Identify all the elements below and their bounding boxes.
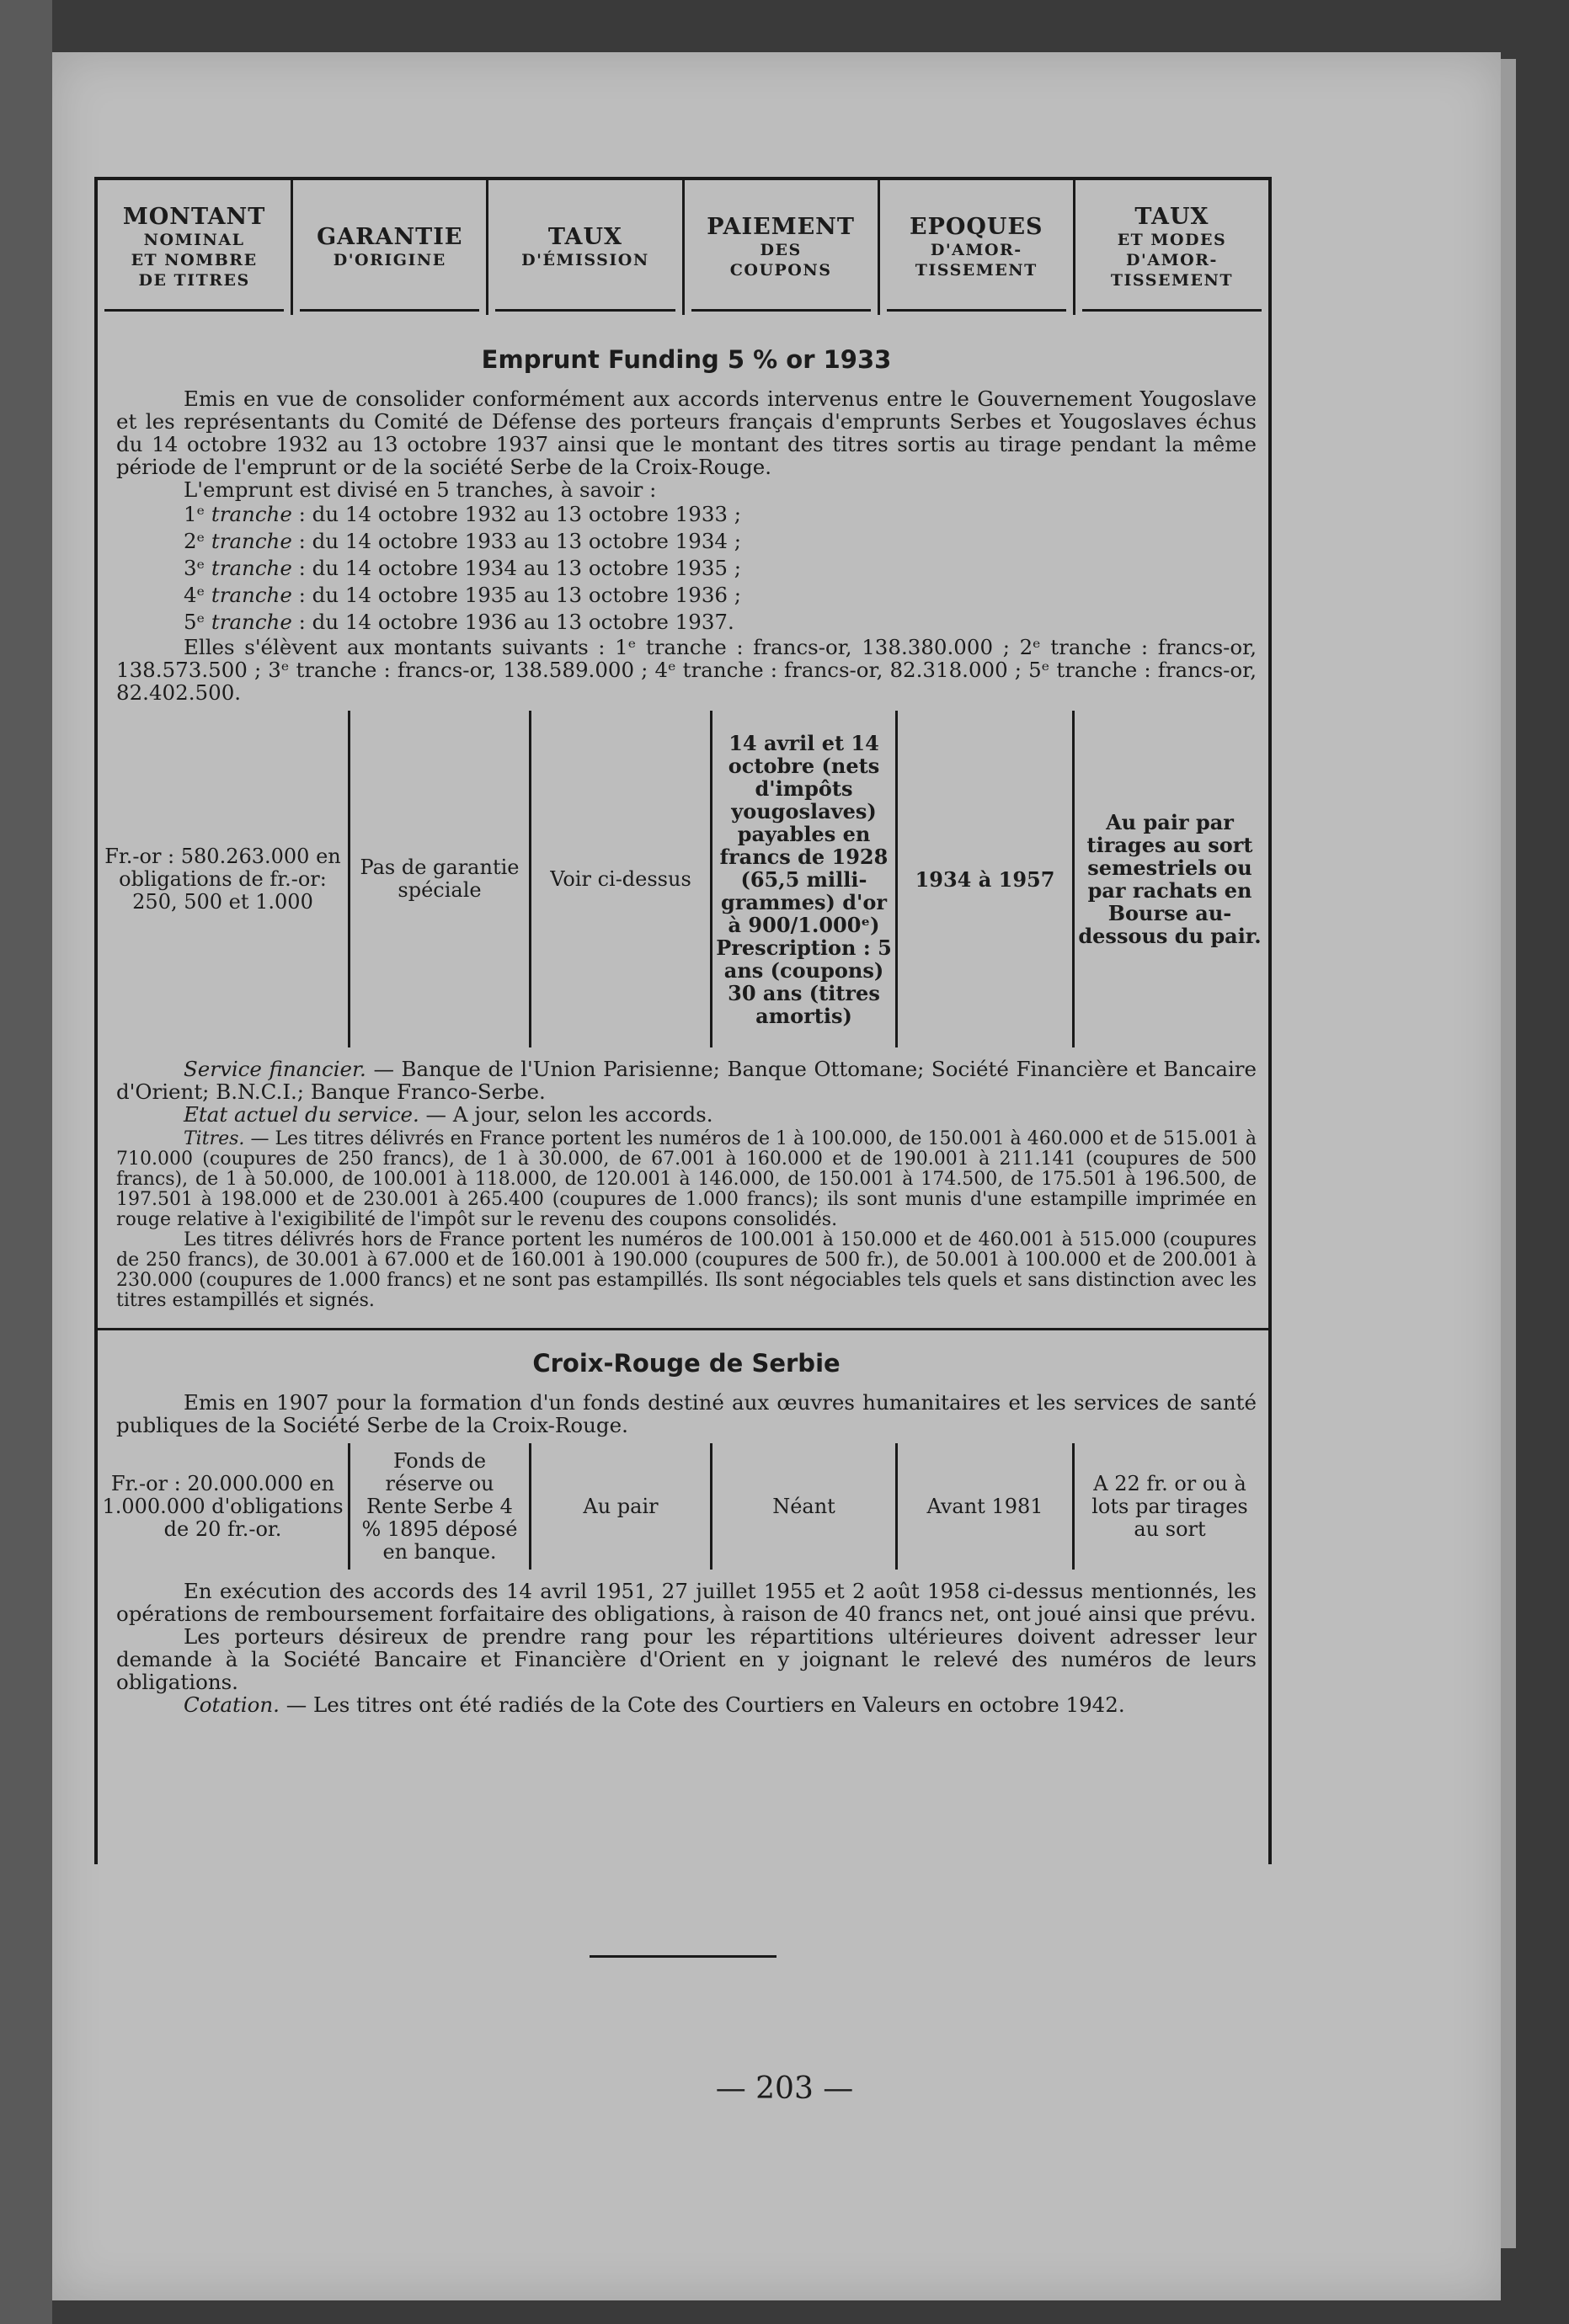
section-divider xyxy=(98,1328,1268,1330)
cell-modes: Au pair par tirages au sort semestriels ou par rachats en Bourse au-dessous du pair. xyxy=(1078,810,1262,948)
intro-paragraph: Emis en vue de consolider conformément aux accords intervenus entre le Gouvernement Yougoslave et les représentants du Comité de Défense des porteurs français d'emprunts Serbes et Yougoslaves échus du 14 octobre 1932 au 13 octobre 1937 ainsi que le montant des titres sortis au tirage pendant la même période de l'emprunt or de la société Serbe de la Croix-Rouge. xyxy=(116,386,1257,479)
cell-taux: Voir ci-dessus xyxy=(531,711,712,1047)
header-modes: TAUX ET MODES D'AMOR- TISSEMENT xyxy=(1075,180,1268,315)
cell-garantie: Fonds de réserve ou Rente Serbe 4 % 1895 déposé en banque. xyxy=(350,1443,531,1570)
cell-garantie: Pas de garantie spéciale xyxy=(350,711,531,1047)
tranche-line: 2ᵉ tranche : du 14 octobre 1933 au 13 octobre 1934 ; xyxy=(184,529,742,553)
section-title: Croix-Rouge de Serbie xyxy=(532,1349,841,1378)
intro-paragraph: Emis en 1907 pour la formation d'un fonds destiné aux œuvres humanitaires et les services de santé publiques de la Société Serbe de la Croix-Rouge. xyxy=(116,1390,1257,1437)
page-edge xyxy=(1501,59,1516,2248)
header-paiement: PAIEMENT DES COUPONS xyxy=(685,180,880,315)
cotation-paragraph: Cotation. — Les titres ont été radiés de la Cote des Courtiers en Valeurs en octobre 1942. xyxy=(184,1692,1125,1717)
header-epoques: EPOQUES D'AMOR- TISSEMENT xyxy=(880,180,1075,315)
exec-paragraph: En exécution des accords des 14 avril 1951, 27 juillet 1955 et 2 août 1958 ci-dessus mentionnés, les opérations de remboursement forfaitaire des obligations, à raison de 40 francs net, ont joué ainsi que prévu. xyxy=(116,1579,1257,1626)
cell-montant: Fr.-or : 580.263.000 en obligations de fr.-or: 250, 500 et 1.000 xyxy=(98,711,350,1047)
section-funding xyxy=(98,345,1268,1330)
header-montant: MONTANT NOMINAL ET NOMBRE DE TITRES xyxy=(98,180,293,315)
divise-paragraph: L'emprunt est divisé en 5 tranches, à savoir : xyxy=(184,477,657,502)
header-taux: TAUX D'ÉMISSION xyxy=(488,180,684,315)
tranche-line: 1ᵉ tranche : du 14 octobre 1932 au 13 octobre 1933 ; xyxy=(184,502,742,526)
header-garantie: GARANTIE D'ORIGINE xyxy=(293,180,488,315)
porteurs-paragraph: Les porteurs désireux de prendre rang pour les répartitions ultérieures doivent adresser leur demande à la Société Bancaire et Financière d'Orient en y joignant le relevé des numéros de leurs obligations. xyxy=(116,1624,1257,1694)
titres-paragraph: Titres. — Les titres délivrés en France portent les numéros de 1 à 100.000, de 150.001 à 460.000 et de 515.001 à 710.000 (coupures de 250 francs), de 1 à 30.000, de 67.001 à 160.000 et de 190.001 à 211.141 (coupures de 500 francs), de 1 à 50.000, de 100.001 à 118.000, de 120.001 à 146.000, de 150.001 à 174.500, de 175.501 à 196.500, de 197.501 à 198.000 et de 230.001 à 265.400 (coupures de 1.000 francs); ils sont munis d'une estampille imprimée en rouge relative à l'exigibilité de l'impôt sur le revenu des coupons consolidés. xyxy=(116,1128,1257,1230)
montants-paragraph: Elles s'élèvent aux montants suivants : 1ᵉ tranche : francs-or, 138.380.000 ; 2ᵉ tranche : francs-or, 138.573.500 ; 3ᵉ tranche : francs-or, 138.589.000 ; 4ᵉ tranche : francs-or, 82.318.000 ; 5ᵉ tranche : francs-or, 82.402.500. xyxy=(116,635,1257,705)
cell-epoques: 1934 à 1957 xyxy=(898,711,1075,1047)
cell-paiement: 14 avril et 14 octobre (nets d'impôts yougoslaves) payables en francs de 1928 (65,5 milli-grammes) d'or à 900/1.000ᵉ) Prescription : 5 ans (coupons) 30 ans (titres amortis) xyxy=(712,711,898,1047)
hors-paragraph: Les titres délivrés hors de France portent les numéros de 100.001 à 150.000 et de 460.001 à 515.000 (coupures de 250 francs), de 30.001 à 67.000 et de 160.001 à 190.000 (coupures de 500 fr.), de 50.001 à 100.000 et de 200.001 à 230.000 (coupures de 1.000 francs) et ne sont pas estampillés. Ils sont négociables tels quels et sans distinction avec les titres estampillés et signés. xyxy=(116,1229,1257,1311)
book-gutter xyxy=(0,0,52,2324)
service-paragraph: Service financier. — Banque de l'Union Parisienne; Banque Ottomane; Société Financière et Bancaire d'Orient; B.N.C.I.; Banque Franco-Serbe. xyxy=(116,1057,1257,1104)
tranche-line: 4ᵉ tranche : du 14 octobre 1935 au 13 octobre 1936 ; xyxy=(184,583,742,607)
section-croix-rouge xyxy=(98,1349,1268,1716)
cell-taux: Au pair xyxy=(531,1443,712,1570)
cell-montant: Fr.-or : 20.000.000 en 1.000.000 d'obligations de 20 fr.-or. xyxy=(98,1443,350,1570)
cell-epoques: Avant 1981 xyxy=(898,1443,1075,1570)
table-header xyxy=(98,180,1268,315)
tranche-line: 3ᵉ tranche : du 14 octobre 1934 au 13 octobre 1935 ; xyxy=(184,556,742,580)
page-number: — 203 — xyxy=(715,2071,854,2106)
data-row-funding xyxy=(98,711,1268,1047)
cell-paiement: Néant xyxy=(712,1443,898,1570)
etat-paragraph: Etat actuel du service. — A jour, selon les accords. xyxy=(184,1102,713,1127)
tranche-line: 5ᵉ tranche : du 14 octobre 1936 au 13 octobre 1937. xyxy=(184,610,734,634)
footer-rule xyxy=(590,1955,776,1958)
data-row-croix-rouge xyxy=(98,1443,1268,1570)
table-frame xyxy=(94,177,1272,1864)
cell-modes: A 22 fr. or ou à lots par tirages au sort xyxy=(1091,1471,1248,1541)
section-title: Emprunt Funding 5 % or 1933 xyxy=(481,345,892,374)
